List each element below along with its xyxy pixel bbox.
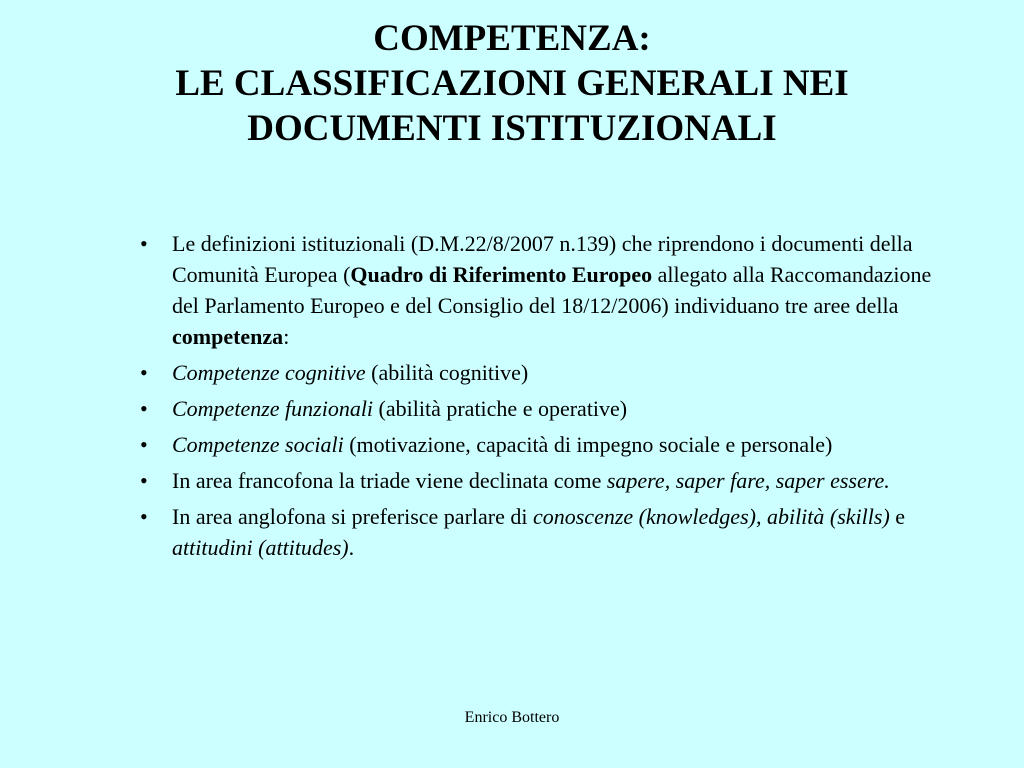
footer-author: Enrico Bottero <box>464 709 560 726</box>
slide-title <box>60 16 964 151</box>
title-line-1: COMPETENZA: <box>373 18 651 59</box>
item-italic-text: Competenze cognitive <box>172 360 366 385</box>
list-item <box>140 465 940 496</box>
list-item <box>140 357 940 388</box>
list-item <box>140 393 940 424</box>
item-text: (abilità pratiche e operative) <box>373 396 628 421</box>
bullet-icon: • <box>140 504 148 529</box>
bullet-icon: • <box>140 432 148 457</box>
item-text: In area francofona la triade viene declinata come <box>172 468 607 493</box>
bullet-list <box>140 228 940 568</box>
list-item <box>140 228 940 352</box>
item-italic-text: conoscenze (knowledges), abilità (skills) <box>532 504 890 529</box>
list-item <box>140 429 940 460</box>
list-item <box>140 501 940 563</box>
item-bold-text: competenza <box>172 324 284 349</box>
bullet-icon: • <box>140 468 148 493</box>
item-text: (abilità cognitive) <box>365 360 529 385</box>
item-bold-text: Quadro di Riferimento Europeo <box>350 262 653 287</box>
item-text: : <box>283 324 290 349</box>
item-text: . <box>348 535 355 560</box>
item-italic-text: sapere, saper fare, saper essere. <box>606 468 890 493</box>
item-text: In area anglofona si preferisce parlare di <box>172 504 533 529</box>
item-text: allegato alla Raccomandazione del Parlamento Europeo e del Consiglio del 18/12/2006) individuano tre aree della <box>172 262 932 318</box>
title-line-3: DOCUMENTI ISTITUZIONALI <box>247 108 777 149</box>
item-italic-text: Competenze sociali <box>172 432 344 457</box>
item-text: (motivazione, capacità di impegno sociale e personale) <box>343 432 833 457</box>
bullet-icon: • <box>140 231 148 256</box>
bullet-icon: • <box>140 360 148 385</box>
item-text: Le definizioni istituzionali (D.M.22/8/2007 n.139) che riprendono i documenti della Comunità Europea ( <box>172 231 913 287</box>
item-italic-text: attitudini (attitudes) <box>172 535 349 560</box>
item-italic-text: Competenze funzionali <box>172 396 374 421</box>
item-text: e <box>889 504 906 529</box>
title-line-2: LE CLASSIFICAZIONI GENERALI NEI <box>175 63 849 104</box>
bullet-icon: • <box>140 396 148 421</box>
